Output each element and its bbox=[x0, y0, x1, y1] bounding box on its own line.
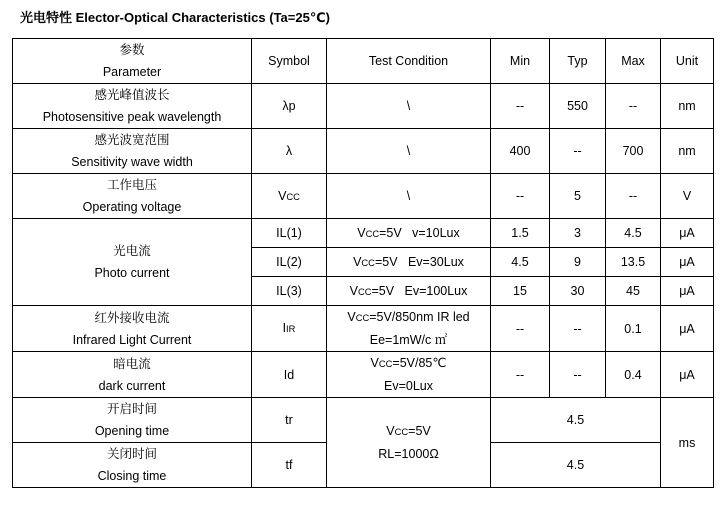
cond-vsub: CC bbox=[355, 313, 370, 323]
page-title: 光电特性 Elector-Optical Characteristics (Ta=25℃) bbox=[20, 10, 330, 25]
header-symbol: Symbol bbox=[252, 39, 327, 84]
cond-text: =5V Ev=100Lux bbox=[371, 283, 468, 298]
header-unit: Unit bbox=[661, 39, 714, 84]
max-cell: 13.5 bbox=[606, 248, 661, 277]
min-cell: 15 bbox=[491, 277, 550, 306]
max-cell: 45 bbox=[606, 277, 661, 306]
param-cell bbox=[13, 129, 252, 174]
cond-line-1 bbox=[327, 352, 490, 375]
symbol-cell: IL(2) bbox=[252, 248, 327, 277]
cond-text: =5V Ev=30Lux bbox=[374, 254, 464, 269]
param-en: Photosensitive peak wavelength bbox=[42, 110, 222, 124]
cond-vsub: CC bbox=[378, 359, 393, 369]
cond-line-1 bbox=[327, 306, 490, 329]
typ-cell: -- bbox=[550, 129, 606, 174]
header-min: Min bbox=[491, 39, 550, 84]
param-cn: 开启时间 bbox=[106, 402, 157, 416]
unit-cell: μA bbox=[661, 219, 714, 248]
typ-cell: 3 bbox=[550, 219, 606, 248]
condition-cell bbox=[327, 352, 491, 398]
symbol-cell: λ bbox=[252, 129, 327, 174]
cond-text: =5V/850nm IR led bbox=[369, 310, 470, 324]
min-cell: 4.5 bbox=[491, 248, 550, 277]
table-row-infrared-current bbox=[13, 306, 714, 352]
param-en: dark current bbox=[98, 378, 166, 393]
typ-cell: 5 bbox=[550, 174, 606, 219]
symbol-cell: λp bbox=[252, 84, 327, 129]
symbol-cell bbox=[252, 174, 327, 219]
cond-v: V bbox=[370, 356, 379, 370]
param-cn: 感光波宽范围 bbox=[94, 133, 170, 147]
param-en: Photo current bbox=[94, 266, 170, 280]
min-cell: -- bbox=[491, 306, 550, 352]
param-en: Opening time bbox=[94, 424, 170, 438]
cond-text: =5V bbox=[408, 424, 431, 438]
symbol-sub: IR bbox=[286, 324, 296, 334]
unit-cell: nm bbox=[661, 129, 714, 174]
param-cn: 红外接收电流 bbox=[94, 310, 170, 325]
cond-line-2: RL=1000Ω bbox=[378, 447, 439, 461]
symbol-sub: CC bbox=[286, 191, 300, 202]
condition-cell: \ bbox=[327, 174, 491, 219]
max-cell: 0.4 bbox=[606, 352, 661, 398]
cond-v: V bbox=[347, 310, 356, 324]
characteristics-table bbox=[12, 38, 714, 488]
cond-vsub: CC bbox=[394, 427, 409, 437]
cond-vsub: CC bbox=[361, 257, 375, 268]
symbol-cell: IL(3) bbox=[252, 277, 327, 306]
condition-cell bbox=[327, 248, 491, 277]
value-cell: 4.5 bbox=[491, 443, 661, 488]
symbol-cell: Id bbox=[252, 352, 327, 398]
cond-line-2: Ev=0Lux bbox=[384, 379, 433, 393]
param-cell bbox=[13, 443, 252, 488]
typ-cell: 550 bbox=[550, 84, 606, 129]
min-cell: 400 bbox=[491, 129, 550, 174]
min-cell: -- bbox=[491, 84, 550, 129]
typ-cell: -- bbox=[550, 306, 606, 352]
param-cn: 暗电流 bbox=[113, 356, 151, 371]
header-test-condition: Test Condition bbox=[327, 39, 491, 84]
cond-line-2: Ee=1mW/c ㎡ bbox=[369, 333, 448, 347]
unit-cell: μA bbox=[661, 248, 714, 277]
symbol-cell: tf bbox=[252, 443, 327, 488]
table-row-photo-current-1 bbox=[13, 219, 714, 248]
header-parameter-cn: 参数 bbox=[119, 43, 145, 57]
max-cell: 700 bbox=[606, 129, 661, 174]
param-en: Sensitivity wave width bbox=[71, 155, 193, 169]
condition-cell: \ bbox=[327, 129, 491, 174]
param-cn: 感光峰值波长 bbox=[94, 88, 170, 102]
cond-vsub: CC bbox=[365, 228, 380, 239]
min-cell: -- bbox=[491, 174, 550, 219]
param-cell bbox=[13, 84, 252, 129]
condition-cell bbox=[327, 306, 491, 352]
param-cell bbox=[13, 174, 252, 219]
table-row-dark-current bbox=[13, 352, 714, 398]
cond-line-1 bbox=[327, 420, 490, 443]
param-cell bbox=[13, 219, 252, 306]
cond-v: V bbox=[349, 283, 358, 298]
cond-v: V bbox=[357, 225, 366, 240]
header-row bbox=[13, 39, 714, 84]
symbol-main: V bbox=[278, 188, 287, 203]
table-row-opening-time bbox=[13, 398, 714, 443]
header-typ: Typ bbox=[550, 39, 606, 84]
unit-cell: V bbox=[661, 174, 714, 219]
param-cell bbox=[13, 306, 252, 352]
condition-cell bbox=[327, 398, 491, 488]
table-row-wave-width bbox=[13, 129, 714, 174]
param-cell bbox=[13, 352, 252, 398]
unit-cell: μA bbox=[661, 277, 714, 306]
max-cell: 4.5 bbox=[606, 219, 661, 248]
header-parameter bbox=[13, 39, 252, 84]
header-max: Max bbox=[606, 39, 661, 84]
typ-cell: -- bbox=[550, 352, 606, 398]
cond-text: =5V v=10Lux bbox=[379, 225, 460, 240]
condition-cell bbox=[327, 219, 491, 248]
cond-v: V bbox=[386, 424, 395, 438]
param-en: Infrared Light Current bbox=[72, 332, 192, 347]
param-cn: 光电流 bbox=[113, 244, 151, 258]
max-cell: -- bbox=[606, 174, 661, 219]
unit-cell: μA bbox=[661, 306, 714, 352]
header-parameter-en: Parameter bbox=[102, 65, 162, 79]
param-cn: 工作电压 bbox=[106, 178, 157, 192]
symbol-cell: tr bbox=[252, 398, 327, 443]
unit-cell: μA bbox=[661, 352, 714, 398]
unit-cell: ms bbox=[661, 398, 714, 488]
cond-vsub: CC bbox=[357, 286, 372, 297]
min-cell: 1.5 bbox=[491, 219, 550, 248]
param-en: Operating voltage bbox=[82, 200, 182, 214]
symbol-cell bbox=[252, 306, 327, 352]
max-cell: 0.1 bbox=[606, 306, 661, 352]
param-en: Closing time bbox=[97, 469, 167, 483]
condition-cell: \ bbox=[327, 84, 491, 129]
param-cn: 关闭时间 bbox=[106, 447, 157, 461]
typ-cell: 9 bbox=[550, 248, 606, 277]
min-cell: -- bbox=[491, 352, 550, 398]
table-row-operating-voltage bbox=[13, 174, 714, 219]
cond-v: V bbox=[353, 254, 362, 269]
condition-cell bbox=[327, 277, 491, 306]
table-row-peak-wavelength bbox=[13, 84, 714, 129]
unit-cell: nm bbox=[661, 84, 714, 129]
symbol-main: I bbox=[282, 321, 287, 335]
param-cell bbox=[13, 398, 252, 443]
symbol-cell: IL(1) bbox=[252, 219, 327, 248]
max-cell: -- bbox=[606, 84, 661, 129]
cond-text: =5V/85℃ bbox=[392, 356, 447, 370]
value-cell: 4.5 bbox=[491, 398, 661, 443]
typ-cell: 30 bbox=[550, 277, 606, 306]
